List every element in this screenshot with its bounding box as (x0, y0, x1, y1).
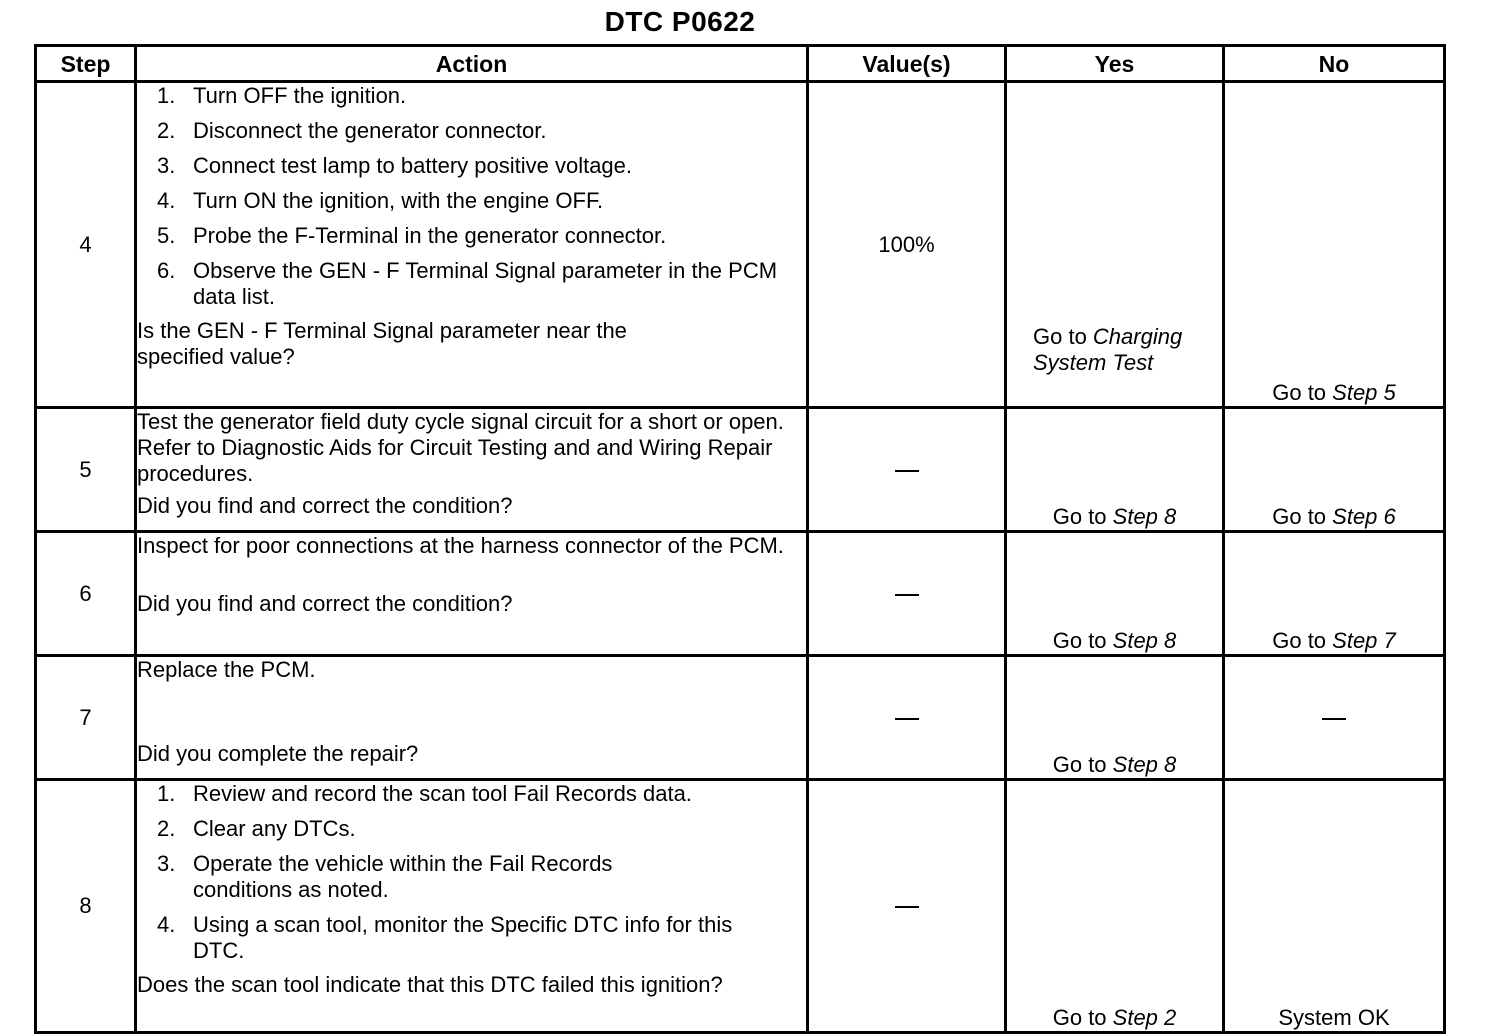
no-prefix: Go to (1272, 628, 1333, 653)
yes-prefix: Go to (1052, 1005, 1113, 1030)
no-link[interactable]: Step 5 (1332, 380, 1396, 405)
header-yes: Yes (1006, 46, 1224, 82)
action-step: 3. Operate the vehicle within the Fail Records conditions as noted. (157, 851, 613, 902)
no-cell (1224, 532, 1445, 656)
value-cell (808, 656, 1006, 780)
yes-cell (1006, 82, 1224, 408)
yes-link[interactable]: Step 2 (1112, 1005, 1177, 1030)
action-step: 3. Connect test lamp to battery positive voltage. (157, 153, 633, 178)
yes-prefix: Go to (1033, 324, 1093, 349)
step-number: 6 (36, 532, 136, 656)
action-step: 2. Clear any DTCs. (157, 816, 356, 841)
action-text: Test the generator field duty cycle signal circuit for a short or open. Refer to Diagnostic Aids for Circuit Testing and and Wiring Repair procedures. (137, 409, 784, 486)
yes-link[interactable]: Step 8 (1112, 752, 1177, 777)
step-number: 4 (36, 82, 136, 408)
action-cell (136, 82, 808, 408)
yes-cell (1006, 408, 1224, 532)
action-cell (136, 656, 808, 780)
yes-link[interactable]: Step 8 (1112, 628, 1177, 653)
dash-mark (895, 470, 919, 472)
header-step: Step (36, 46, 136, 82)
yes-prefix: Go to (1052, 752, 1113, 777)
action-step: 6. Observe the GEN - F Terminal Signal parameter in the PCM data list. (157, 258, 778, 309)
yes-prefix: Go to (1052, 504, 1113, 529)
value-cell (808, 532, 1006, 656)
header-action: Action (136, 46, 808, 82)
action-step: 1. Review and record the scan tool Fail Records data. (157, 781, 692, 806)
dash-mark (895, 906, 919, 908)
yes-link[interactable]: Step 8 (1112, 504, 1177, 529)
table-row (36, 82, 1445, 408)
table-row (36, 656, 1445, 780)
action-question: Did you complete the repair? (137, 741, 419, 766)
action-steps (137, 83, 806, 310)
no-prefix: Go to (1272, 504, 1333, 529)
action-text: Inspect for poor connections at the harness connector of the PCM. (137, 533, 784, 558)
no-cell (1224, 408, 1445, 532)
no-cell (1224, 82, 1445, 408)
step-number: 8 (36, 780, 136, 1033)
action-question: Did you find and correct the condition? (137, 493, 513, 518)
action-cell (136, 532, 808, 656)
no-link[interactable]: Step 6 (1332, 504, 1396, 529)
yes-cell (1006, 532, 1224, 656)
step-number: 7 (36, 656, 136, 780)
document-title: DTC P0622 (604, 6, 756, 37)
header-row (36, 46, 1445, 82)
no-cell: System OK (1224, 780, 1445, 1033)
action-question: Is the GEN - F Terminal Signal parameter near the specified value? (137, 318, 627, 369)
no-prefix: Go to (1272, 380, 1333, 405)
header-no: No (1224, 46, 1445, 82)
action-cell (136, 408, 808, 532)
action-steps (137, 781, 806, 964)
step-number: 5 (36, 408, 136, 532)
dash-mark (1322, 718, 1346, 720)
dash-mark (895, 594, 919, 596)
action-text: Replace the PCM. (137, 657, 316, 682)
yes-link[interactable]: Charging System Test (1033, 324, 1183, 375)
action-question: Did you find and correct the condition? (137, 591, 513, 616)
action-question: Does the scan tool indicate that this DTC failed this ignition? (137, 972, 723, 997)
value-cell (808, 780, 1006, 1033)
diagnostic-table (34, 44, 1446, 1034)
action-step: 2. Disconnect the generator connector. (157, 118, 547, 143)
dash-mark (895, 718, 919, 720)
value-cell (808, 408, 1006, 532)
table-row (36, 532, 1445, 656)
action-step: 1. Turn OFF the ignition. (157, 83, 407, 108)
table-row (36, 780, 1445, 1033)
no-link[interactable]: Step 7 (1332, 628, 1396, 653)
header-values: Value(s) (808, 46, 1006, 82)
action-cell (136, 780, 808, 1033)
yes-prefix: Go to (1052, 628, 1113, 653)
action-step: 4. Using a scan tool, monitor the Specific DTC info for this DTC. (157, 912, 733, 963)
no-cell (1224, 656, 1445, 780)
yes-cell (1006, 656, 1224, 780)
action-step: 5. Probe the F-Terminal in the generator connector. (157, 223, 667, 248)
yes-cell (1006, 780, 1224, 1033)
value-cell: 100% (808, 82, 1006, 408)
action-step: 4. Turn ON the ignition, with the engine OFF. (157, 188, 604, 213)
table-row (36, 408, 1445, 532)
